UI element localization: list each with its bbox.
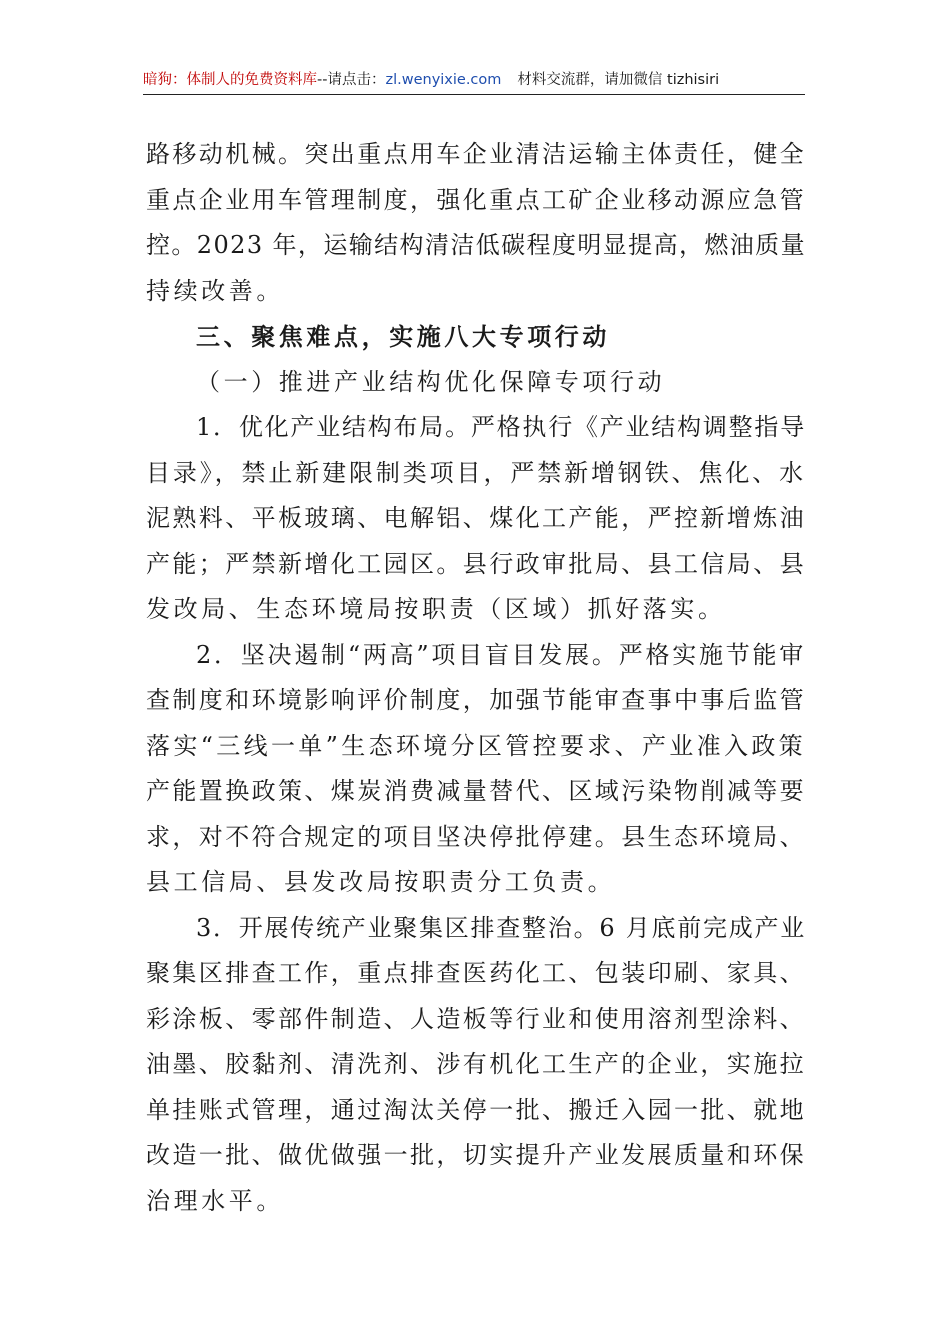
subsection-heading-block: [146, 360, 806, 406]
text-line: 控。2023 年，运输结构清洁低碳程度明显提高，燃油质量: [146, 231, 806, 259]
text-line: 目录》，禁止新建限制类项目，严禁新增钢铁、焦化、水: [146, 458, 806, 487]
page-header: [143, 68, 805, 95]
text-line: 县工信局、县发改局按职责分工负责。: [146, 868, 616, 896]
text-line: 落实“三线一单”生态环境分区管控要求、产业准入政策: [146, 731, 806, 760]
paragraph-1: [146, 405, 806, 633]
text-line: 油墨、胶黏剂、清洗剂、涉有机化工生产的企业，实施拉: [146, 1050, 806, 1078]
paragraph-3: [146, 906, 806, 1225]
text-line: 彩涂板、零部件制造、人造板等行业和使用溶剂型涂料、: [146, 1004, 806, 1033]
text-line: 产能置换政策、煤炭消费减量替代、区域污染物削减等要: [146, 777, 806, 805]
text-line: 单挂账式管理，通过淘汰关停一批、搬迁入园一批、就地: [146, 1095, 806, 1124]
text-line: 3．开展传统产业聚集区排查整治。6 月底前完成产业: [196, 913, 806, 942]
paragraph-2: [146, 633, 806, 906]
paragraph-continuation: [146, 132, 806, 314]
section-heading-block: [146, 314, 806, 360]
document-body: [146, 132, 806, 1224]
subsection-heading: （一）推进产业结构优化保障专项行动: [196, 367, 666, 396]
text-line: 1．优化产业结构布局。严格执行《产业结构调整指导: [196, 413, 806, 441]
text-line: 产能；严禁新增化工园区。县行政审批局、县工信局、县: [146, 549, 806, 578]
header-prompt: --请点击：: [317, 72, 386, 88]
text-line: 聚集区排查工作，重点排查医药化工、包装印刷、家具、: [146, 959, 806, 987]
text-line: 2．坚决遏制“两高”项目盲目发展。严格实施节能审: [196, 640, 806, 669]
text-line: 持续改善。: [146, 276, 284, 305]
text-line: 查制度和环境影响评价制度，加强节能审查事中事后监管: [146, 686, 806, 714]
text-line: 路移动机械。突出重点用车企业清洁运输主体责任，健全: [146, 140, 806, 168]
section-heading: 三、聚焦难点，实施八大专项行动: [196, 322, 610, 351]
header-contact: 材料交流群，请加微信 tizhisiri: [517, 72, 720, 88]
header-link[interactable]: zl.wenyixie.com: [385, 72, 502, 88]
header-brand: 暗狗：体制人的免费资料库: [143, 72, 317, 88]
text-line: 改造一批、做优做强一批，切实提升产业发展质量和环保: [146, 1141, 806, 1169]
text-line: 重点企业用车管理制度，强化重点工矿企业移动源应急管: [146, 185, 806, 214]
text-line: 泥熟料、平板玻璃、电解铝、煤化工产能，严控新增炼油: [146, 504, 806, 532]
text-line: 治理水平。: [146, 1186, 284, 1215]
text-line: 发改局、生态环境局按职责（区域）抓好落实。: [146, 595, 726, 623]
text-line: 求，对不符合规定的项目坚决停批停建。县生态环境局、: [146, 822, 806, 851]
